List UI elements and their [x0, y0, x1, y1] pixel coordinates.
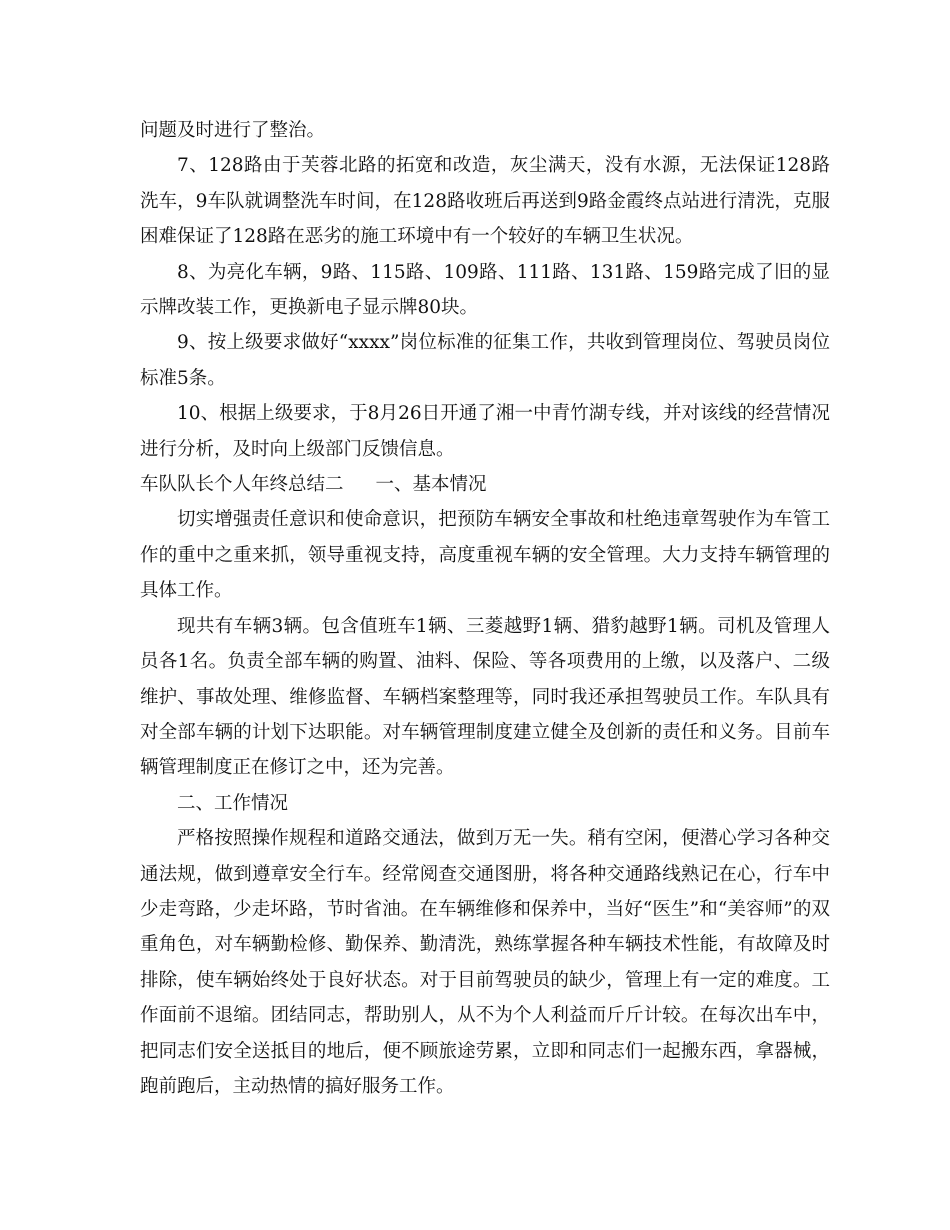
paragraph-responsibility: 切实增强责任意识和使命意识，把预防车辆安全事故和杜绝违章驾驶作为车管工作的重中之重来抓，领导重视支持，高度重视车辆的安全管理。大力支持车辆管理的具体工作。: [140, 509, 830, 602]
paragraph-work-details: 严格按照操作规程和道路交通法，做到万无一失。稍有空闲，便潜心学习各种交通法规，做到遵章安全行车。经常阅查交通图册，将各种交通路线熟记在心，行车中少走弯路，少走坏路，节时省油。在车辆维修和保养中，当好“医生”和“美容师”的双重角色，对车辆勤检修、勤保养、勤清洗，熟练掌握各种车辆技术性能，有故障及时排除，使车辆始终处于良好状态。对于目前驾驶员的缺少，管理上有一定的难度。工作面前不退缩。团结同志，帮助别人，从不为个人利益而斤斤计较。在每次出车中，把同志们安全送抵目的地后，便不顾旅途劳累，立即和同志们一起搬东西，拿器械，跑前跑后，主动热情的搞好服务工作。: [140, 828, 830, 1097]
paragraph-item-10: 10、根据上级要求，于8月26日开通了湘一中青竹湖专线，并对该线的经营情况进行分析，及时向上级部门反馈信息。: [140, 403, 830, 460]
section-title-line: [140, 467, 830, 502]
paragraph-item-9: 9、按上级要求做好“xxxx”岗位标准的征集工作，共收到管理岗位、驾驶员岗位标准5条。: [140, 332, 830, 389]
paragraph-item-7: 7、128路由于芙蓉北路的拓宽和改造，灰尘满天，没有水源，无法保证128路洗车，9车队就调整洗车时间，在128路收班后再送到9路金霞终点站进行清洗，克服困难保证了128路在恶劣的施工环境中有一个较好的车辆卫生状况。: [140, 155, 830, 248]
document-body: [140, 113, 830, 1104]
section-heading-work: 二、工作情况: [177, 792, 289, 814]
paragraph-vehicles: 现共有车辆3辆。包含值班车1辆、三菱越野1辆、猎豹越野1辆。司机及管理人员各1名。负责全部车辆的购置、油料、保险、等各项费用的上缴，以及落户、二级维护、事故处理、维修监督、车辆档案整理等，同时我还承担驾驶员工作。车队具有对全部车辆的计划下达职能。对车辆管理制度建立健全及创新的责任和义务。目前车辆管理制度正在修订之中，还为完善。: [140, 615, 830, 779]
section-title: 车队队长个人年终总结二: [140, 474, 344, 496]
paragraph-continuation: 问题及时进行了整治。: [140, 120, 326, 141]
section-heading-basic: 一、基本情况: [375, 474, 487, 496]
paragraph-item-8: 8、为亮化车辆，9路、115路、109路、111路、131路、159路完成了旧的显示牌改装工作，更换新电子显示牌80块。: [140, 261, 830, 319]
